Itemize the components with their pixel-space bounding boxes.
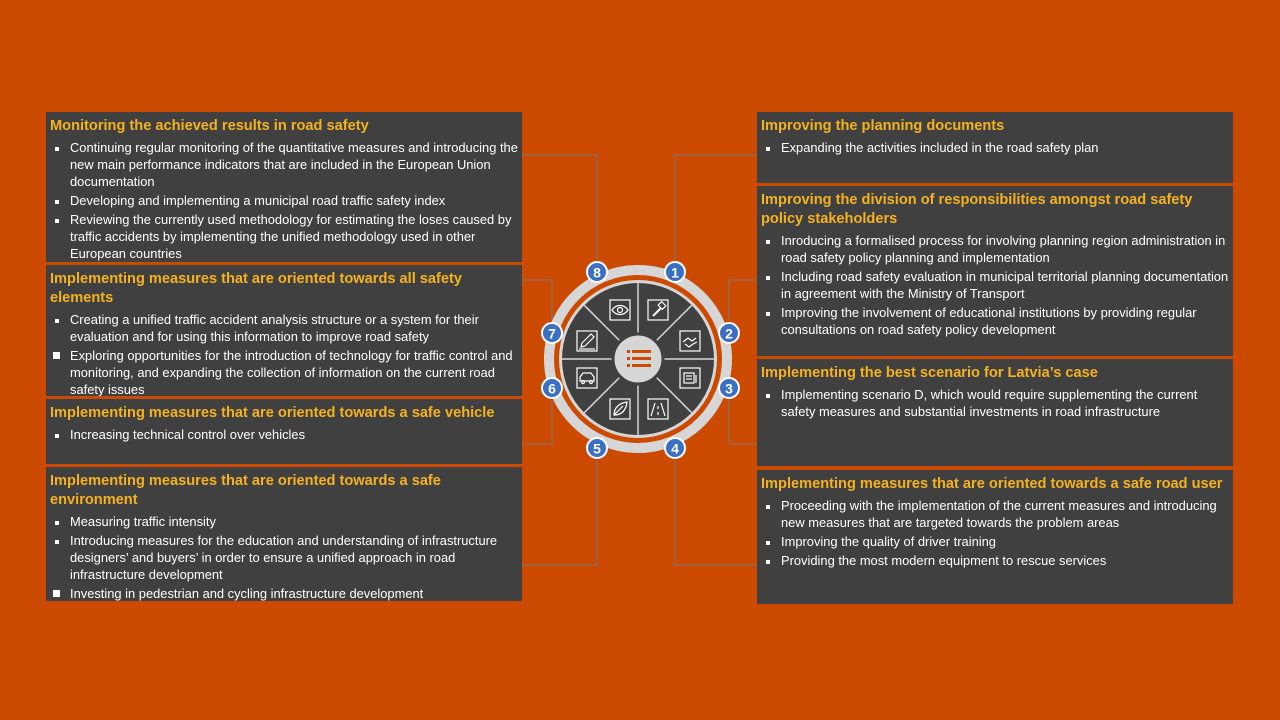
- panel-title: Improving the planning documents: [761, 118, 1005, 134]
- connector-4: [675, 460, 757, 565]
- badge-3: [719, 378, 739, 398]
- panel-title: Monitoring the achieved results in road safety: [50, 118, 369, 134]
- connector-7: [522, 280, 552, 320]
- list-item: Increasing technical control over vehicles: [50, 426, 518, 443]
- badge-3-label: 3: [725, 380, 733, 397]
- connector-8: [522, 155, 597, 262]
- list-item: Inroducing a formalised process for involving planning region administration in road safety policy planning and implementation: [761, 232, 1229, 266]
- list-item: Improving the quality of driver training: [761, 533, 1229, 550]
- badge-4: [665, 438, 685, 458]
- badge-5-label: 5: [593, 440, 601, 457]
- bullet-list: [761, 386, 1229, 420]
- list-item: Creating a unified traffic accident analysis structure or a system for their evaluation and for using this information to improve road safety: [50, 311, 518, 345]
- badge-7: [542, 323, 562, 343]
- badge-1: [665, 262, 685, 282]
- list-item: Introducing measures for the education and understanding of infrastructure designers’ and buyers’ in order to ensure a unified approach in road infrastructure development: [50, 532, 518, 583]
- badge-6: [542, 378, 562, 398]
- panel-title: Implementing measures that are oriented towards all safety elements: [50, 271, 462, 306]
- badge-2: [719, 323, 739, 343]
- list-item: Providing the most modern equipment to rescue services: [761, 552, 1229, 569]
- badge-5: [587, 438, 607, 458]
- list-item: Continuing regular monitoring of the quantitative measures and introducing the new main performance indicators that are included in the European Union documentation: [50, 139, 518, 190]
- list-item: Measuring traffic intensity: [50, 513, 518, 530]
- connector-6: [522, 400, 552, 444]
- bullet-list: [50, 513, 518, 601]
- bullet-list: [761, 232, 1229, 338]
- list-item: Reviewing the currently used methodology for estimating the loses caused by traffic accidents by implementing the unified methodology used in other European countries: [50, 211, 518, 262]
- bullet-list: [761, 497, 1229, 569]
- panel-title: Improving the division of responsibilities amongst road safety policy stakeholders: [761, 192, 1193, 227]
- badge-4-label: 4: [671, 440, 679, 457]
- panel-safe-road-user: [757, 470, 1233, 604]
- panel-monitoring-results: [46, 112, 522, 262]
- badge-7-label: 7: [548, 325, 556, 342]
- bullet-list: [761, 139, 1229, 156]
- bullet-list: [50, 139, 518, 262]
- list-item: Developing and implementing a municipal road traffic safety index: [50, 192, 518, 209]
- panel-safe-vehicle: [46, 399, 522, 464]
- panel-all-safety-elements: [46, 265, 522, 396]
- panel-title: Implementing measures that are oriented towards a safe environment: [50, 473, 441, 508]
- panel-title: Implementing measures that are oriented towards a safe road user: [761, 476, 1223, 492]
- connector-5: [522, 460, 597, 565]
- list-item: Investing in pedestrian and cycling infrastructure development: [50, 585, 518, 601]
- list-item: Exploring opportunities for the introduction of technology for traffic control and monitoring, and expanding the collection of information on the current road safety issues: [50, 347, 518, 396]
- panel-planning-documents: [757, 112, 1233, 183]
- list-item: Including road safety evaluation in municipal territorial planning documentation in agreement with the Ministry of Transport: [761, 268, 1229, 302]
- badge-8: [587, 262, 607, 282]
- connector-1: [675, 155, 757, 262]
- bullet-list: [50, 426, 518, 443]
- panel-safe-environment: [46, 467, 522, 601]
- badge-2-label: 2: [725, 325, 733, 342]
- panel-title: Implementing measures that are oriented towards a safe vehicle: [50, 405, 495, 421]
- badge-6-label: 6: [548, 380, 556, 397]
- badge-1-label: 1: [671, 264, 679, 281]
- connector-3: [729, 400, 757, 444]
- list-item: Expanding the activities included in the road safety plan: [761, 139, 1229, 156]
- list-item: Proceeding with the implementation of the current measures and introducing new measures that are targeted towards the problem areas: [761, 497, 1229, 531]
- list-item: Implementing scenario D, which would require supplementing the current safety measures and substantial investments in road infrastructure: [761, 386, 1229, 420]
- panel-division-responsibilities: [757, 186, 1233, 356]
- panel-best-scenario: [757, 359, 1233, 466]
- list-item: Improving the involvement of educational institutions by providing regular consultations on road safety policy development: [761, 304, 1229, 338]
- badge-8-label: 8: [593, 264, 601, 281]
- connector-2: [729, 280, 757, 320]
- bullet-list: [50, 311, 518, 396]
- panel-title: Implementing the best scenario for Latvia’s case: [761, 365, 1098, 381]
